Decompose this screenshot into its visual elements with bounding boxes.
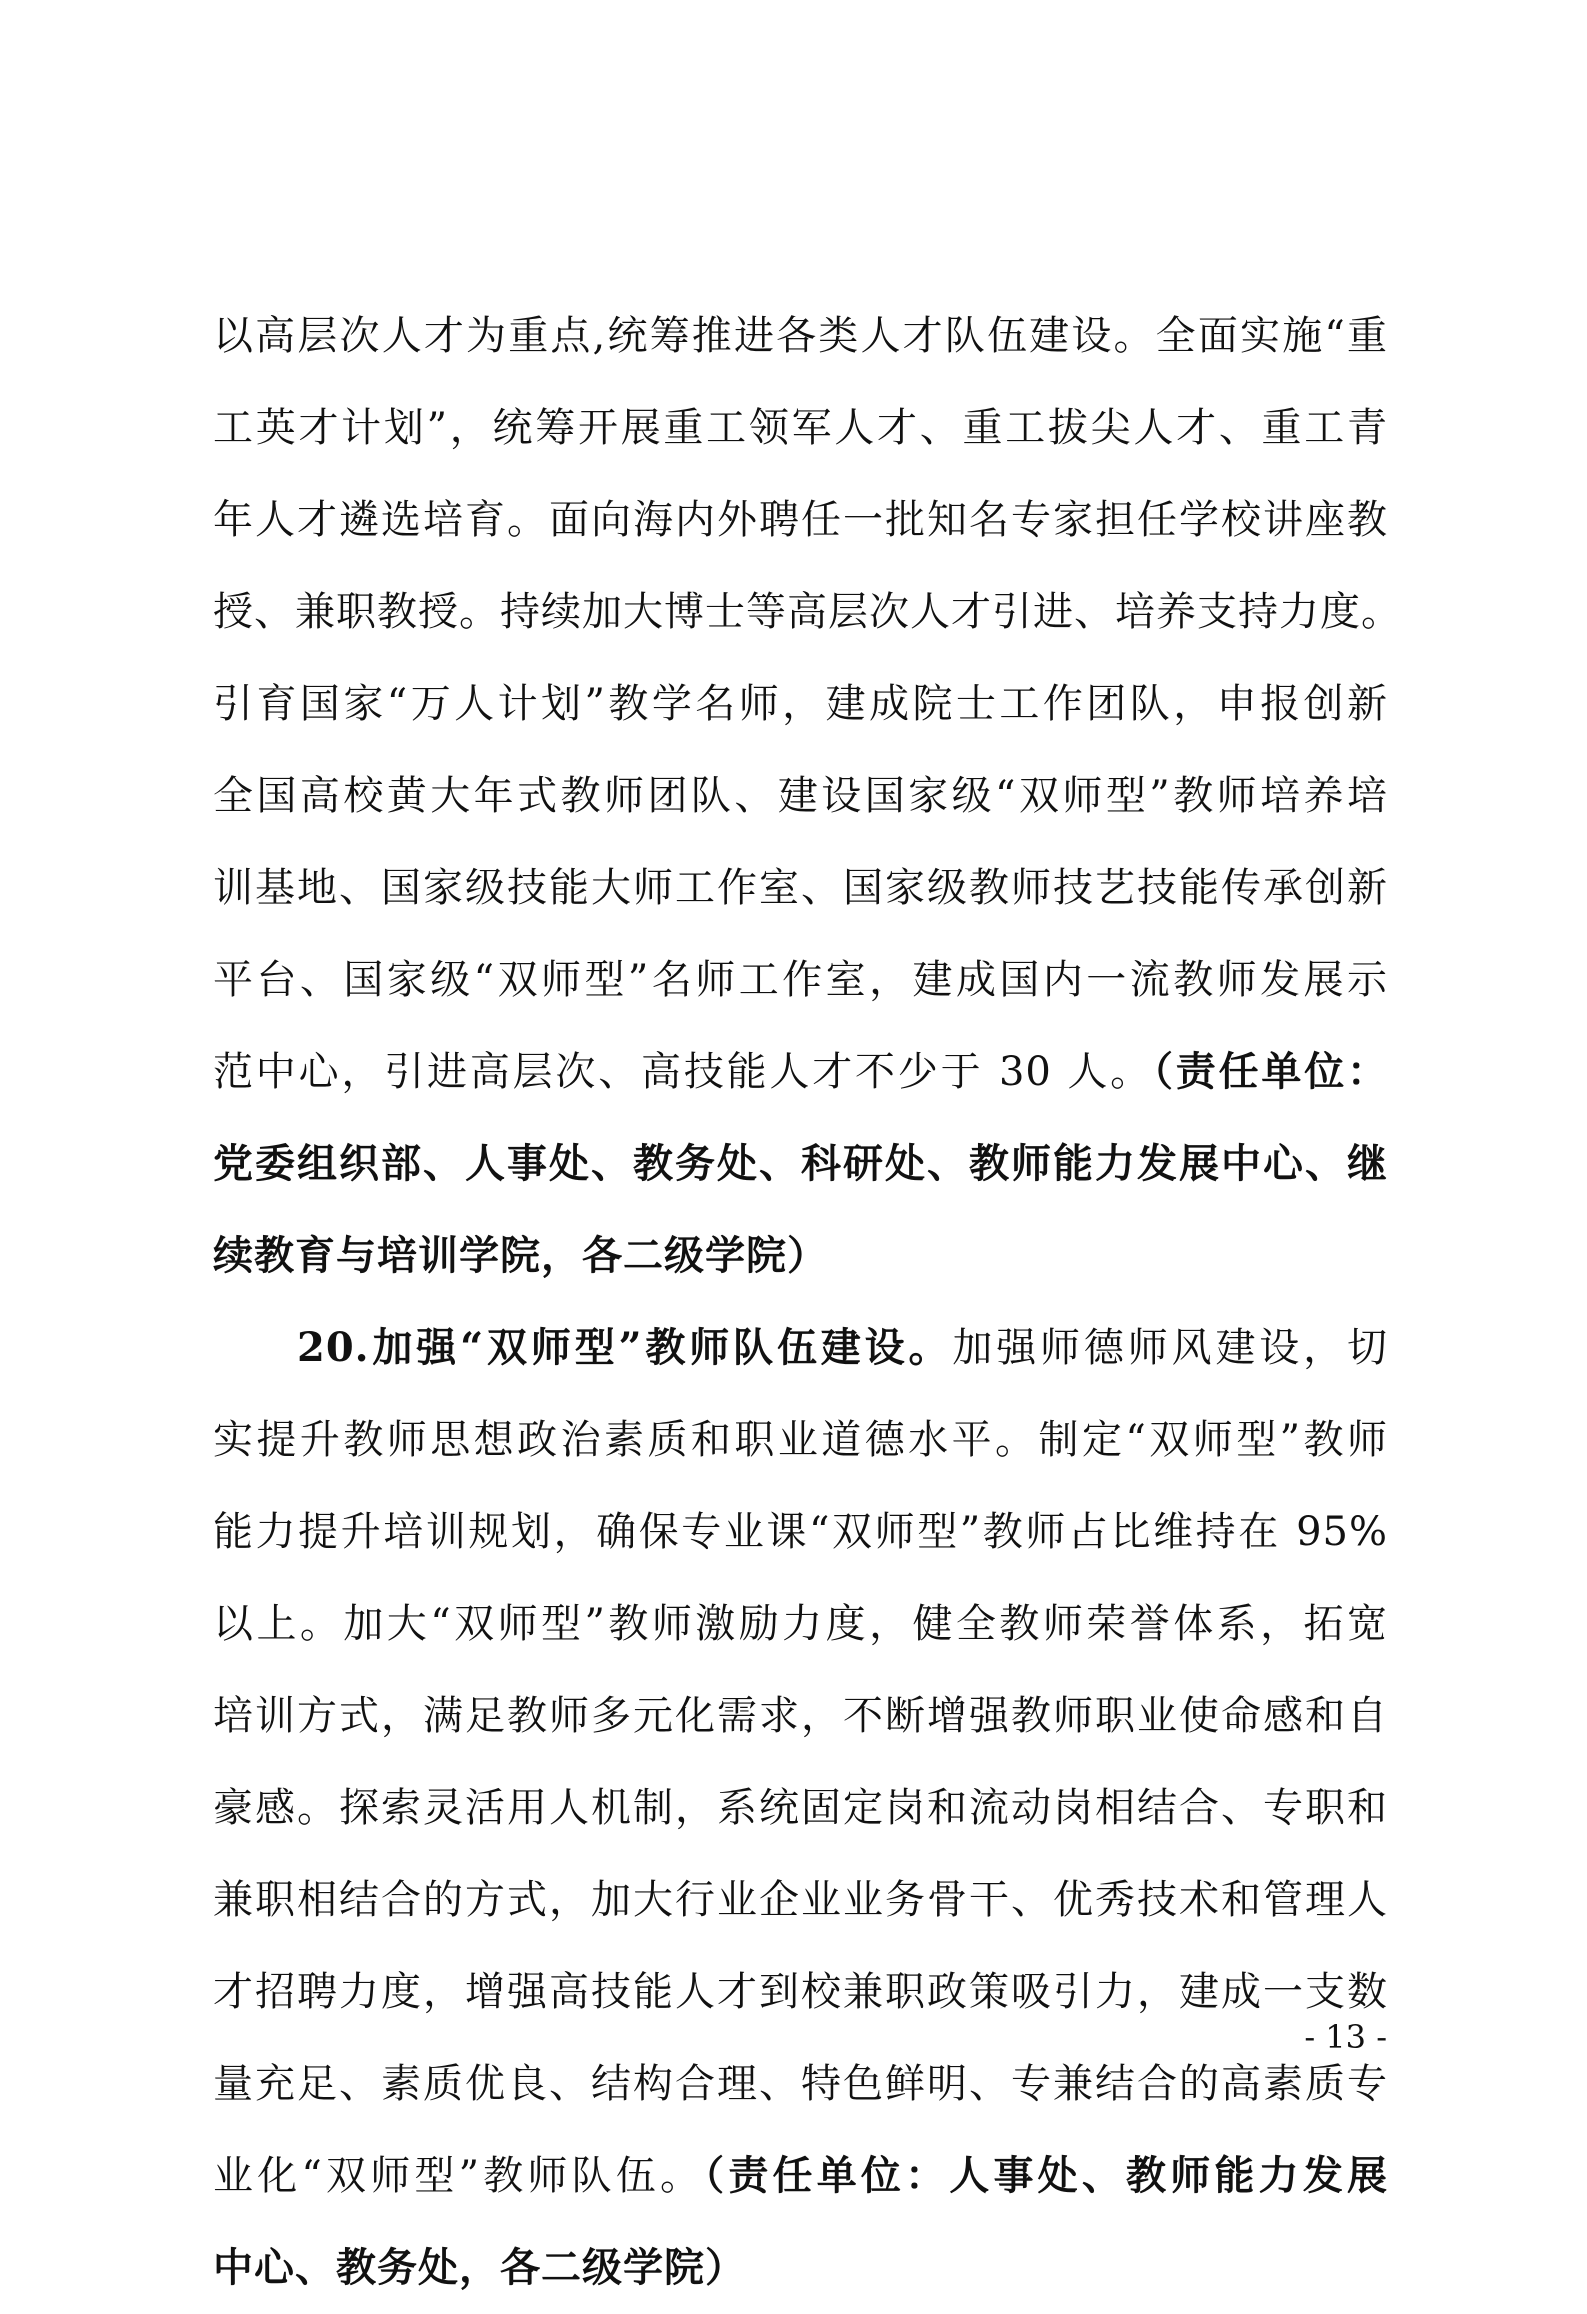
text-line: 培训方式，满足教师多元化需求，不断增强教师职业使命感和自 <box>213 1693 1388 1739</box>
responsibility-line: 中心、教务处，各二级学院） <box>213 2244 746 2291</box>
section-heading: 20.加强“双师型”教师队伍建设。 <box>297 1324 953 1371</box>
text-line: 兼职相结合的方式，加大行业企业业务骨干、优秀技术和管理人 <box>213 1877 1388 1923</box>
text-line: 实提升教师思想政治素质和职业道德水平。制定“双师型”教师 <box>213 1417 1388 1463</box>
text-line: 授、兼职教授。持续加大博士等高层次人才引进、培养支持力度。 <box>213 589 1402 635</box>
text-line: 引育国家“万人计划”教学名师，建成院士工作团队，申报创新 <box>213 681 1388 727</box>
text-line <box>213 2130 1388 2222</box>
text-line: 训基地、国家级技能大师工作室、国家级教师技艺技能传承创新 <box>213 865 1388 911</box>
text-line: 能力提升培训规划，确保专业课“双师型”教师占比维持在 95% <box>213 1509 1388 1555</box>
page-number: - 13 - <box>1304 2018 1387 2056</box>
responsibility-line: 续教育与培训学院，各二级学院） <box>213 1232 828 1279</box>
responsibility-label: （责任单位： <box>1153 1048 1389 1095</box>
text-line: 才招聘力度，增强高技能人才到校兼职政策吸引力，建成一支数 <box>213 1969 1388 2015</box>
text-line: 以高层次人才为重点,统筹推进各类人才队伍建设。全面实施“重 <box>213 313 1388 359</box>
paragraph-first-line <box>213 1302 1388 1394</box>
responsibility-label: （责任单位：人事处、教师能力发展 <box>704 2152 1389 2199</box>
text-segment: 加强师德师风建设，切 <box>952 1325 1389 1371</box>
text-line: 以上。加大“双师型”教师激励力度，健全教师荣誉体系，拓宽 <box>213 1601 1388 1647</box>
text-segment: 业化“双师型”教师队伍。 <box>213 2153 705 2199</box>
text-line: 工英才计划”，统筹开展重工领军人才、重工拔尖人才、重工青 <box>213 405 1388 451</box>
responsibility-line: 党委组织部、人事处、教务处、科研处、教师能力发展中心、继 <box>213 1140 1388 1187</box>
text-line <box>213 1026 1388 1118</box>
text-line: 平台、国家级“双师型”名师工作室，建成国内一流教师发展示 <box>213 957 1388 1003</box>
text-line: 年人才遴选培育。面向海内外聘任一批知名专家担任学校讲座教 <box>213 497 1388 543</box>
text-segment: 范中心，引进高层次、高技能人才不少于 30 人。 <box>213 1049 1153 1095</box>
text-line: 量充足、素质优良、结构合理、特色鲜明、专兼结合的高素质专 <box>213 2061 1388 2107</box>
body-text <box>213 290 1402 2314</box>
text-line: 豪感。探索灵活用人机制，系统固定岗和流动岗相结合、专职和 <box>213 1785 1388 1831</box>
text-line: 全国高校黄大年式教师团队、建设国家级“双师型”教师培养培 <box>213 773 1388 819</box>
